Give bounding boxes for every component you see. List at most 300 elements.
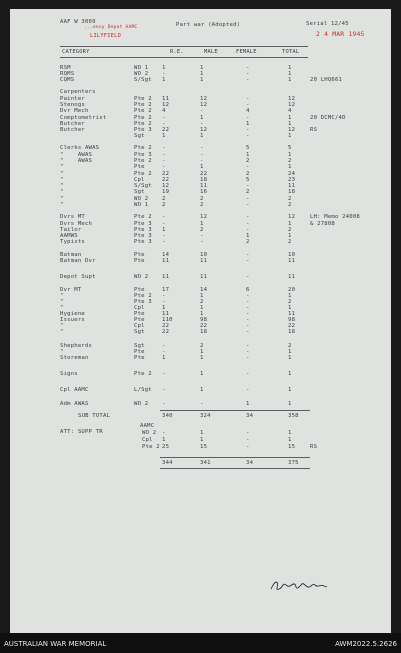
row-rank: WO 1: [134, 202, 149, 208]
row-total-value: 11: [288, 274, 296, 280]
row-rank: Pte: [134, 311, 145, 317]
row-female-value: -: [246, 65, 250, 71]
row-male-value: 2: [200, 196, 204, 202]
row-re-value: 1: [162, 65, 166, 71]
row-female-value: -: [246, 258, 250, 264]
header-top-rule: [60, 46, 308, 47]
row-female-value: -: [246, 430, 250, 436]
row-rank: Pte 3: [134, 221, 152, 227]
row-total-value: 1: [288, 221, 292, 227]
row-rank: Sgt: [134, 133, 145, 139]
row-note: LH: Memo 24008: [310, 214, 360, 220]
row-category: CQMS: [60, 77, 75, 83]
row-note: 20 LHQ661: [310, 77, 343, 83]
row-total-value: 11: [288, 258, 296, 264]
row-category: " AWAS: [60, 158, 93, 164]
row-re-value: 1: [162, 355, 166, 361]
row-re-value: -: [162, 239, 166, 245]
grand-total-re: 344: [162, 460, 173, 466]
row-rank: Pte: [134, 164, 145, 170]
row-female-value: -: [246, 317, 250, 323]
row-male-value: 22: [200, 171, 208, 177]
row-category: Dvr MT: [60, 287, 82, 293]
grand-total-rule: [160, 457, 310, 458]
row-re-value: -: [162, 299, 166, 305]
row-re-value: 2: [162, 202, 166, 208]
row-total-value: 1: [288, 387, 292, 393]
row-male-value: 18: [200, 177, 208, 183]
row-category: Shepherds: [60, 343, 93, 349]
row-category: Batman: [60, 252, 82, 258]
row-total-value: 1: [288, 430, 292, 436]
row-male-value: 10: [200, 252, 208, 258]
row-male-value: 15: [200, 444, 208, 450]
row-male-value: 11: [200, 258, 208, 264]
row-note: RS: [310, 444, 318, 450]
row-female-value: -: [246, 437, 250, 443]
row-male-value: -: [200, 158, 204, 164]
row-rank: Cpl: [134, 305, 145, 311]
row-male-value: 11: [200, 274, 208, 280]
row-total-value: 1: [288, 293, 292, 299]
row-male-value: 1: [200, 430, 204, 436]
row-rank: Pte: [134, 349, 145, 355]
row-total-value: 1: [288, 164, 292, 170]
row-category: Storeman: [60, 355, 89, 361]
row-re-value: -: [162, 371, 166, 377]
row-category: Cpl AAMC: [60, 387, 89, 393]
row-total-value: 1: [288, 437, 292, 443]
row-category: ": [60, 329, 64, 335]
stamp-top-text: ...ency Depot AAMC: [84, 25, 138, 30]
subtotal-male: 324: [200, 413, 211, 419]
row-re-value: 12: [162, 102, 170, 108]
row-male-value: 1: [200, 311, 204, 317]
row-female-value: -: [246, 133, 250, 139]
grand-total-bottom-rule: [160, 468, 310, 469]
row-total-value: 1: [288, 77, 292, 83]
row-total-value: 12: [288, 96, 296, 102]
row-rank: WO 2: [134, 71, 149, 77]
row-rank: Pte: [134, 252, 145, 258]
footer-bar: [0, 633, 401, 653]
row-re-value: -: [162, 121, 166, 127]
row-male-value: -: [200, 401, 204, 407]
row-rank: Pte 3: [134, 239, 152, 245]
row-category: Carpenters: [60, 89, 96, 95]
column-header: TOTAL: [282, 49, 300, 55]
row-rank: Pte 3: [134, 127, 152, 133]
row-re-value: -: [162, 349, 166, 355]
row-category: Comptometrist: [60, 115, 107, 121]
row-rank: Pte 2: [134, 171, 152, 177]
row-female-value: -: [246, 349, 250, 355]
row-female-value: -: [246, 444, 250, 450]
row-female-value: 5: [246, 145, 250, 151]
row-re-value: -: [162, 115, 166, 121]
row-total-value: 12: [288, 214, 296, 220]
row-rank: Pte 2: [134, 102, 152, 108]
row-female-value: 1: [246, 121, 250, 127]
row-category: Signs: [60, 371, 78, 377]
row-category: ": [60, 305, 64, 311]
row-re-value: 22: [162, 323, 170, 329]
row-total-value: 1: [288, 233, 292, 239]
row-female-value: 1: [246, 233, 250, 239]
row-female-value: -: [246, 343, 250, 349]
row-category: Tailor: [60, 227, 82, 233]
row-category: Dvr Mech: [60, 108, 89, 114]
row-note: 20 DCMC/4D: [310, 115, 346, 121]
row-male-value: -: [200, 145, 204, 151]
row-male-value: 1: [200, 77, 204, 83]
row-total-value: 1: [288, 401, 292, 407]
row-female-value: 4: [246, 108, 250, 114]
row-rank: Pte 2: [134, 121, 152, 127]
row-female-value: -: [246, 329, 250, 335]
document-serial: Serial 12/45: [306, 21, 349, 27]
row-re-value: -: [162, 221, 166, 227]
row-category: ": [60, 299, 64, 305]
row-male-value: 1: [200, 221, 204, 227]
grand-total-male: 341: [200, 460, 211, 466]
row-re-value: -: [162, 430, 166, 436]
row-total-value: 1: [288, 152, 292, 158]
row-category: Depot Supt: [60, 274, 96, 280]
row-rank: Pte 2: [142, 444, 160, 450]
row-category: RSM: [60, 65, 71, 71]
row-female-value: -: [246, 293, 250, 299]
row-total-value: 1: [288, 371, 292, 377]
subtotal-female: 34: [246, 413, 254, 419]
row-male-value: 12: [200, 96, 208, 102]
row-re-value: -: [162, 233, 166, 239]
row-rank: L/Sgt: [134, 387, 152, 393]
row-female-value: -: [246, 102, 250, 108]
row-male-value: 1: [200, 71, 204, 77]
row-category: ": [60, 183, 64, 189]
row-re-value: 11: [162, 274, 170, 280]
document-title: Part war (Adopted): [176, 22, 241, 28]
row-male-value: 2: [200, 299, 204, 305]
row-male-value: 2: [200, 343, 204, 349]
row-total-value: 2: [288, 239, 292, 245]
row-total-value: 1: [288, 65, 292, 71]
row-female-value: -: [246, 221, 250, 227]
row-re-value: 110: [162, 317, 173, 323]
row-category: ": [60, 293, 64, 299]
row-category: Stenogs: [60, 102, 85, 108]
row-rank: Pte: [134, 258, 145, 264]
subtotal-rule: [160, 410, 310, 411]
row-category: " AWAS: [60, 152, 93, 158]
row-male-value: -: [200, 108, 204, 114]
row-rank: WO 2: [134, 274, 149, 280]
row-rank: Pte: [134, 355, 145, 361]
row-re-value: 14: [162, 252, 170, 258]
row-female-value: 2: [246, 189, 250, 195]
row-male-value: 98: [200, 317, 208, 323]
document-page: [10, 9, 391, 633]
row-rank: Pte 2: [134, 158, 152, 164]
row-rank: Pte 2: [134, 115, 152, 121]
row-re-value: -: [162, 71, 166, 77]
row-male-value: -: [200, 121, 204, 127]
row-female-value: -: [246, 305, 250, 311]
row-total-value: 98: [288, 317, 296, 323]
row-re-value: 22: [162, 329, 170, 335]
column-header: FEMALE: [236, 49, 257, 55]
row-female-value: 1: [246, 152, 250, 158]
row-rank: Sgt: [134, 329, 145, 335]
row-total-value: 2: [288, 196, 292, 202]
row-re-value: -: [162, 343, 166, 349]
row-total-value: 1: [288, 133, 292, 139]
row-total-value: 18: [288, 329, 296, 335]
row-rank: Pte 2: [134, 145, 152, 151]
row-rank: Pte: [134, 317, 145, 323]
row-female-value: -: [246, 77, 250, 83]
subtotal-label: SUB TOTAL: [78, 413, 111, 419]
row-rank: Pte 3: [134, 152, 152, 158]
row-male-value: 12: [200, 127, 208, 133]
row-rank: Pte 2: [134, 371, 152, 377]
row-male-value: 16: [200, 189, 208, 195]
row-female-value: -: [246, 311, 250, 317]
row-category: ": [60, 164, 64, 170]
row-total-value: 11: [288, 183, 296, 189]
row-rank: WO 2: [134, 196, 149, 202]
attached-label: ATT: SUPP TR: [60, 429, 103, 435]
row-category: Batman Dvr: [60, 258, 96, 264]
subtotal-total: 358: [288, 413, 299, 419]
row-male-value: 14: [200, 287, 208, 293]
row-female-value: -: [246, 274, 250, 280]
grand-total-total: 375: [288, 460, 299, 466]
row-total-value: 22: [288, 323, 296, 329]
row-category: Dvrs MT: [60, 214, 85, 220]
row-total-value: 10: [288, 252, 296, 258]
row-total-value: 1: [288, 349, 292, 355]
row-male-value: 1: [200, 349, 204, 355]
row-female-value: -: [246, 355, 250, 361]
row-re-value: 1: [162, 227, 166, 233]
row-total-value: 5: [288, 145, 292, 151]
row-male-value: 1: [200, 65, 204, 71]
row-re-value: 17: [162, 287, 170, 293]
row-rank: Sgt: [134, 343, 145, 349]
document-ref: AAF W 3009: [60, 19, 96, 25]
row-male-value: 1: [200, 293, 204, 299]
row-female-value: -: [246, 299, 250, 305]
column-header: CATEGORY: [62, 49, 90, 55]
row-rank: Pte 3: [134, 227, 152, 233]
row-female-value: 2: [246, 171, 250, 177]
row-re-value: 11: [162, 258, 170, 264]
row-category: Butcher: [60, 121, 85, 127]
row-re-value: -: [162, 164, 166, 170]
row-rank: Pte 2: [134, 108, 152, 114]
row-male-value: 2: [200, 227, 204, 233]
row-total-value: 2: [288, 343, 292, 349]
column-header: R.E.: [170, 49, 184, 55]
row-category: ": [60, 196, 64, 202]
row-category: Hygiene: [60, 311, 85, 317]
row-rank: WO 1: [134, 65, 149, 71]
row-female-value: -: [246, 202, 250, 208]
row-male-value: 2: [200, 202, 204, 208]
row-male-value: 22: [200, 323, 208, 329]
row-male-value: 1: [200, 305, 204, 311]
row-re-value: 22: [162, 177, 170, 183]
row-re-value: -: [162, 401, 166, 407]
row-re-value: 1: [162, 305, 166, 311]
row-total-value: 1: [288, 121, 292, 127]
row-total-value: 2: [288, 227, 292, 233]
row-total-value: 12: [288, 102, 296, 108]
row-rank: S/Sgt: [134, 77, 152, 83]
row-category: ": [60, 202, 64, 208]
row-total-value: 2: [288, 202, 292, 208]
receipt-stamp: [66, 25, 170, 41]
row-female-value: -: [246, 371, 250, 377]
row-male-value: -: [200, 152, 204, 158]
row-category: ": [60, 323, 64, 329]
row-note: & 27808: [310, 221, 335, 227]
row-re-value: 1: [162, 77, 166, 83]
row-re-value: 4: [162, 108, 166, 114]
row-re-value: -: [162, 158, 166, 164]
row-male-value: 11: [200, 183, 208, 189]
row-female-value: -: [246, 127, 250, 133]
row-rank: Cpl: [142, 437, 153, 443]
row-female-value: 5: [246, 177, 250, 183]
row-rank: Pte 3: [134, 299, 152, 305]
row-category: ": [60, 189, 64, 195]
row-total-value: 1: [288, 305, 292, 311]
row-male-value: 18: [200, 329, 208, 335]
row-rank: Pte 2: [134, 96, 152, 102]
column-header: MALE: [204, 49, 218, 55]
row-re-value: -: [162, 214, 166, 220]
row-female-value: 1: [246, 401, 250, 407]
row-male-value: 12: [200, 102, 208, 108]
row-re-value: 11: [162, 311, 170, 317]
grand-total-female: 34: [246, 460, 254, 466]
row-total-value: 12: [288, 127, 296, 133]
row-female-value: -: [246, 227, 250, 233]
row-rank: WO 2: [142, 430, 157, 436]
row-male-value: -: [200, 239, 204, 245]
row-female-value: -: [246, 387, 250, 393]
row-female-value: -: [246, 96, 250, 102]
row-note: RS: [310, 127, 318, 133]
row-female-value: -: [246, 115, 250, 121]
row-female-value: -: [246, 164, 250, 170]
row-total-value: 24: [288, 171, 296, 177]
attached-sublabel: AAMC: [140, 423, 155, 429]
row-re-value: 1: [162, 133, 166, 139]
row-re-value: 2: [162, 196, 166, 202]
row-re-value: -: [162, 293, 166, 299]
row-re-value: 1: [162, 437, 166, 443]
row-female-value: -: [246, 183, 250, 189]
row-female-value: 2: [246, 239, 250, 245]
date-stamp: 2 4 MAR 1945: [316, 30, 365, 38]
row-re-value: -: [162, 145, 166, 151]
row-rank: Cpl: [134, 323, 145, 329]
row-female-value: -: [246, 252, 250, 258]
row-category: Butcher: [60, 127, 85, 133]
row-rank: Pte 2: [134, 214, 152, 220]
row-total-value: 15: [288, 444, 296, 450]
row-male-value: 1: [200, 115, 204, 121]
row-male-value: 12: [200, 214, 208, 220]
row-category: ": [60, 349, 64, 355]
row-male-value: -: [200, 233, 204, 239]
row-category: RQMS: [60, 71, 75, 77]
row-re-value: -: [162, 152, 166, 158]
row-male-value: 1: [200, 387, 204, 393]
row-category: Clerks AWAS: [60, 145, 100, 151]
row-rank: Pte 3: [134, 233, 152, 239]
row-total-value: 2: [288, 158, 292, 164]
row-male-value: 1: [200, 355, 204, 361]
row-category: AAMWS: [60, 233, 78, 239]
row-total-value: 23: [288, 177, 296, 183]
row-male-value: 1: [200, 371, 204, 377]
row-re-value: 19: [162, 189, 170, 195]
row-female-value: 2: [246, 158, 250, 164]
row-rank: Cpl: [134, 177, 145, 183]
row-re-value: 25: [162, 444, 170, 450]
row-male-value: 1: [200, 437, 204, 443]
row-rank: S/Sgt: [134, 183, 152, 189]
row-category: Dvrs Mech: [60, 221, 93, 227]
row-rank: Sgt: [134, 189, 145, 195]
row-rank: Pte: [134, 287, 145, 293]
row-female-value: -: [246, 71, 250, 77]
footer-accession: AWM2022.5.2626: [335, 640, 397, 648]
row-total-value: 1: [288, 355, 292, 361]
row-category: ": [60, 171, 64, 177]
signature: [269, 578, 331, 592]
row-re-value: 12: [162, 183, 170, 189]
row-re-value: 22: [162, 127, 170, 133]
row-re-value: 11: [162, 96, 170, 102]
row-re-value: 22: [162, 171, 170, 177]
row-female-value: -: [246, 323, 250, 329]
row-rank: WO 2: [134, 401, 149, 407]
row-total-value: 1: [288, 71, 292, 77]
row-total-value: 11: [288, 311, 296, 317]
header-bottom-rule: [60, 57, 308, 58]
stamp-bottom-text: LILYFIELD: [90, 33, 122, 39]
row-total-value: 1: [288, 115, 292, 121]
row-re-value: -: [162, 387, 166, 393]
row-rank: Pte 2: [134, 293, 152, 299]
row-male-value: 1: [200, 164, 204, 170]
row-category: ": [60, 177, 64, 183]
row-category: Typists: [60, 239, 85, 245]
row-total-value: 2: [288, 299, 292, 305]
row-total-value: 20: [288, 287, 296, 293]
subtotal-re: 340: [162, 413, 173, 419]
row-female-value: -: [246, 196, 250, 202]
row-category: Issuers: [60, 317, 85, 323]
row-male-value: 1: [200, 133, 204, 139]
row-total-value: 18: [288, 189, 296, 195]
